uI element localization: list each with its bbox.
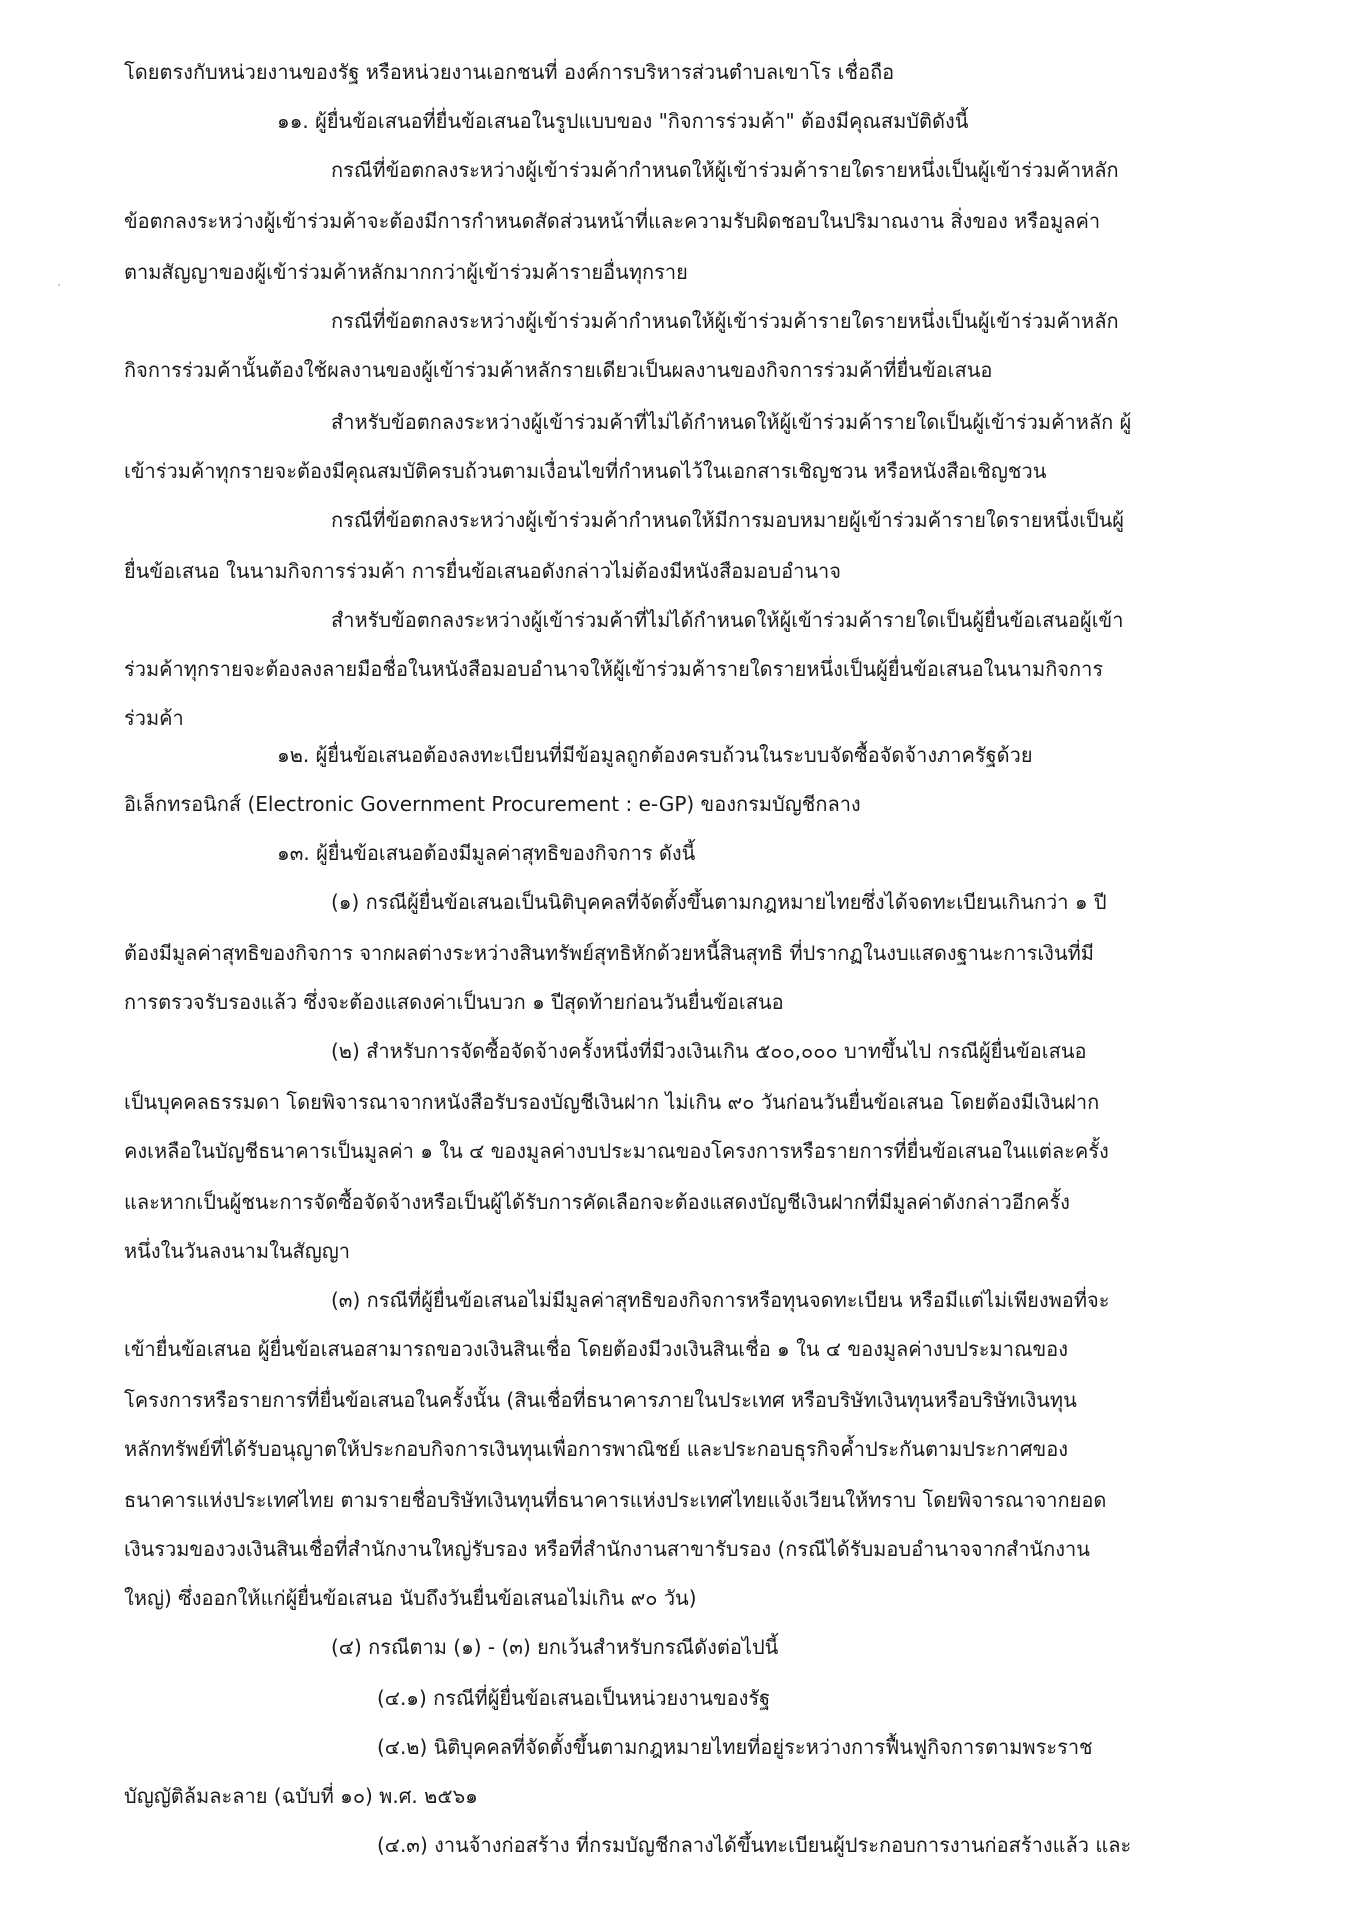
text-line: ต้องมีมูลค่าสุทธิของกิจการ จากผลต่างระหว่างสินทรัพย์สุทธิหักด้วยหนี้สินสุทธิ ที่ปรากฏในงบแสดงฐานะการเงินที่มี (124, 941, 1094, 965)
text-line: คงเหลือในบัญชีธนาคารเป็นมูลค่า ๑ ใน ๔ ของมูลค่างบประมาณของโครงการหรือรายการที่ยื่นข้อเสนอในแต่ละครั้ง (124, 1139, 1109, 1163)
text-line: ธนาคารแห่งประเทศไทย ตามรายชื่อบริษัทเงินทุนที่ธนาคารแห่งประเทศไทยแจ้งเวียนให้ทราบ โดยพิจารณาจากยอด (124, 1488, 1107, 1512)
text-line: การตรวจรับรองแล้ว ซึ่งจะต้องแสดงค่าเป็นบวก ๑ ปีสุดท้ายก่อนวันยื่นข้อเสนอ (124, 990, 784, 1014)
text-line: กรณีที่ข้อตกลงระหว่างผู้เข้าร่วมค้ากำหนดให้มีการมอบหมายผู้เข้าร่วมค้ารายใดรายหนึ่งเป็นผู้ (331, 508, 1125, 532)
subclause-4: (๔) กรณีตาม (๑) - (๓) ยกเว้นสำหรับกรณีดังต่อไปนี้ (331, 1635, 779, 1659)
scan-speck (58, 284, 60, 286)
text-line: ตามสัญญาของผู้เข้าร่วมค้าหลักมากกว่าผู้เข้าร่วมค้ารายอื่นทุกราย (124, 260, 688, 284)
text-line: และหากเป็นผู้ชนะการจัดซื้อจัดจ้างหรือเป็นผู้ได้รับการคัดเลือกจะต้องแสดงบัญชีเงินฝากที่มีมูลค่าดังกล่าวอีกครั้ง (124, 1190, 1070, 1214)
text-line: ข้อตกลงระหว่างผู้เข้าร่วมค้าจะต้องมีการกำหนดสัดส่วนหน้าที่และความรับผิดชอบในปริมาณงาน สิ่งของ หรือมูลค่า (124, 209, 1101, 233)
text-line: สำหรับข้อตกลงระหว่างผู้เข้าร่วมค้าที่ไม่ได้กำหนดให้ผู้เข้าร่วมค้ารายใดเป็นผู้เข้าร่วมค้าหลัก ผู้ (331, 410, 1132, 434)
text-line: กิจการร่วมค้านั้นต้องใช้ผลงานของผู้เข้าร่วมค้าหลักรายเดียวเป็นผลงานของกิจการร่วมค้าที่ยื่นข้อเสนอ (124, 358, 993, 382)
subclause-2: (๒) สำหรับการจัดซื้อจัดจ้างครั้งหนึ่งที่มีวงเงินเกิน ๕๐๐,๐๐๐ บาทขึ้นไป กรณีผู้ยื่นข้อเสนอ (331, 1039, 1087, 1063)
subclause-1: (๑) กรณีผู้ยื่นข้อเสนอเป็นนิติบุคคลที่จัดตั้งขึ้นตามกฎหมายไทยซึ่งได้จดทะเบียนเกินกว่า ๑ ปี (331, 890, 1107, 914)
text-line: บัญญัติล้มละลาย (ฉบับที่ ๑๐) พ.ศ. ๒๕๖๑ (124, 1784, 478, 1808)
subclause-4-2: (๔.๒) นิติบุคคลที่จัดตั้งขึ้นตามกฎหมายไทยที่อยู่ระหว่างการฟื้นฟูกิจการตามพระราช (377, 1735, 1093, 1759)
text-line: ร่วมค้าทุกรายจะต้องลงลายมือชื่อในหนังสือมอบอำนาจให้ผู้เข้าร่วมค้ารายใดรายหนึ่งเป็นผู้ยื่นข้อเสนอในนามกิจการ (124, 657, 1104, 681)
text-line: กรณีที่ข้อตกลงระหว่างผู้เข้าร่วมค้ากำหนดให้ผู้เข้าร่วมค้ารายใดรายหนึ่งเป็นผู้เข้าร่วมค้าหลัก (331, 309, 1119, 333)
subclause-4-1: (๔.๑) กรณีที่ผู้ยื่นข้อเสนอเป็นหน่วยงานของรัฐ (377, 1686, 771, 1710)
text-line: โครงการหรือรายการที่ยื่นข้อเสนอในครั้งนั้น (สินเชื่อที่ธนาคารภายในประเทศ หรือบริษัทเงินทุนหรือบริษัทเงินทุน (124, 1388, 1077, 1412)
text-line: หลักทรัพย์ที่ได้รับอนุญาตให้ประกอบกิจการเงินทุนเพื่อการพาณิชย์ และประกอบธุรกิจค้ำประกันตามประกาศของ (124, 1437, 1069, 1461)
text-line: ร่วมค้า (124, 706, 184, 730)
clause-12-heading: ๑๒. ผู้ยื่นข้อเสนอต้องลงทะเบียนที่มีข้อมูลถูกต้องครบถ้วนในระบบจัดซื้อจัดจ้างภาครัฐด้วย (277, 743, 1033, 767)
text-line: อิเล็กทรอนิกส์ (Electronic Government Procurement : e-GP) ของกรมบัญชีกลาง (124, 792, 861, 816)
text-line: เป็นบุคคลธรรมดา โดยพิจารณาจากหนังสือรับรองบัญชีเงินฝาก ไม่เกิน ๙๐ วันก่อนวันยื่นข้อเสนอ โดยต้องมีเงินฝาก (124, 1090, 1100, 1114)
text-line: กรณีที่ข้อตกลงระหว่างผู้เข้าร่วมค้ากำหนดให้ผู้เข้าร่วมค้ารายใดรายหนึ่งเป็นผู้เข้าร่วมค้าหลัก (331, 158, 1119, 182)
text-line: เข้ายื่นข้อเสนอ ผู้ยื่นข้อเสนอสามารถขอวงเงินสินเชื่อ โดยต้องมีวงเงินสินเชื่อ ๑ ใน ๔ ของมูลค่างบประมาณของ (124, 1337, 1068, 1361)
text-line: ใหญ่) ซึ่งออกให้แก่ผู้ยื่นข้อเสนอ นับถึงวันยื่นข้อเสนอไม่เกิน ๙๐ วัน) (124, 1586, 697, 1610)
text-line: เงินรวมของวงเงินสินเชื่อที่สำนักงานใหญ่รับรอง หรือที่สำนักงานสาขารับรอง (กรณีได้รับมอบอำนาจจากสำนักงาน (124, 1537, 1090, 1561)
clause-11-heading: ๑๑. ผู้ยื่นข้อเสนอที่ยื่นข้อเสนอในรูปแบบของ "กิจการร่วมค้า" ต้องมีคุณสมบัติดังนี้ (277, 109, 969, 133)
subclause-3: (๓) กรณีที่ผู้ยื่นข้อเสนอไม่มีมูลค่าสุทธิของกิจการหรือทุนจดทะเบียน หรือมีแต่ไม่เพียงพอที่จะ (331, 1288, 1110, 1312)
text-line: เข้าร่วมค้าทุกรายจะต้องมีคุณสมบัติครบถ้วนตามเงื่อนไขที่กำหนดไว้ในเอกสารเชิญชวน หรือหนังสือเชิญชวน (124, 459, 1047, 483)
text-line: โดยตรงกับหน่วยงานของรัฐ หรือหน่วยงานเอกชนที่ องค์การบริหารส่วนตำบลเขาโร เชื่อถือ (124, 60, 895, 84)
subclause-4-3: (๔.๓) งานจ้างก่อสร้าง ที่กรมบัญชีกลางได้ขึ้นทะเบียนผู้ประกอบการงานก่อสร้างแล้ว และ (377, 1833, 1132, 1857)
clause-13-heading: ๑๓. ผู้ยื่นข้อเสนอต้องมีมูลค่าสุทธิของกิจการ ดังนี้ (277, 841, 696, 865)
text-line: หนึ่งในวันลงนามในสัญญา (124, 1239, 351, 1263)
text-line: สำหรับข้อตกลงระหว่างผู้เข้าร่วมค้าที่ไม่ได้กำหนดให้ผู้เข้าร่วมค้ารายใดเป็นผู้ยื่นข้อเสนอผู้เข้า (331, 608, 1124, 632)
text-line: ยื่นข้อเสนอ ในนามกิจการร่วมค้า การยื่นข้อเสนอดังกล่าวไม่ต้องมีหนังสือมอบอำนาจ (124, 559, 841, 583)
